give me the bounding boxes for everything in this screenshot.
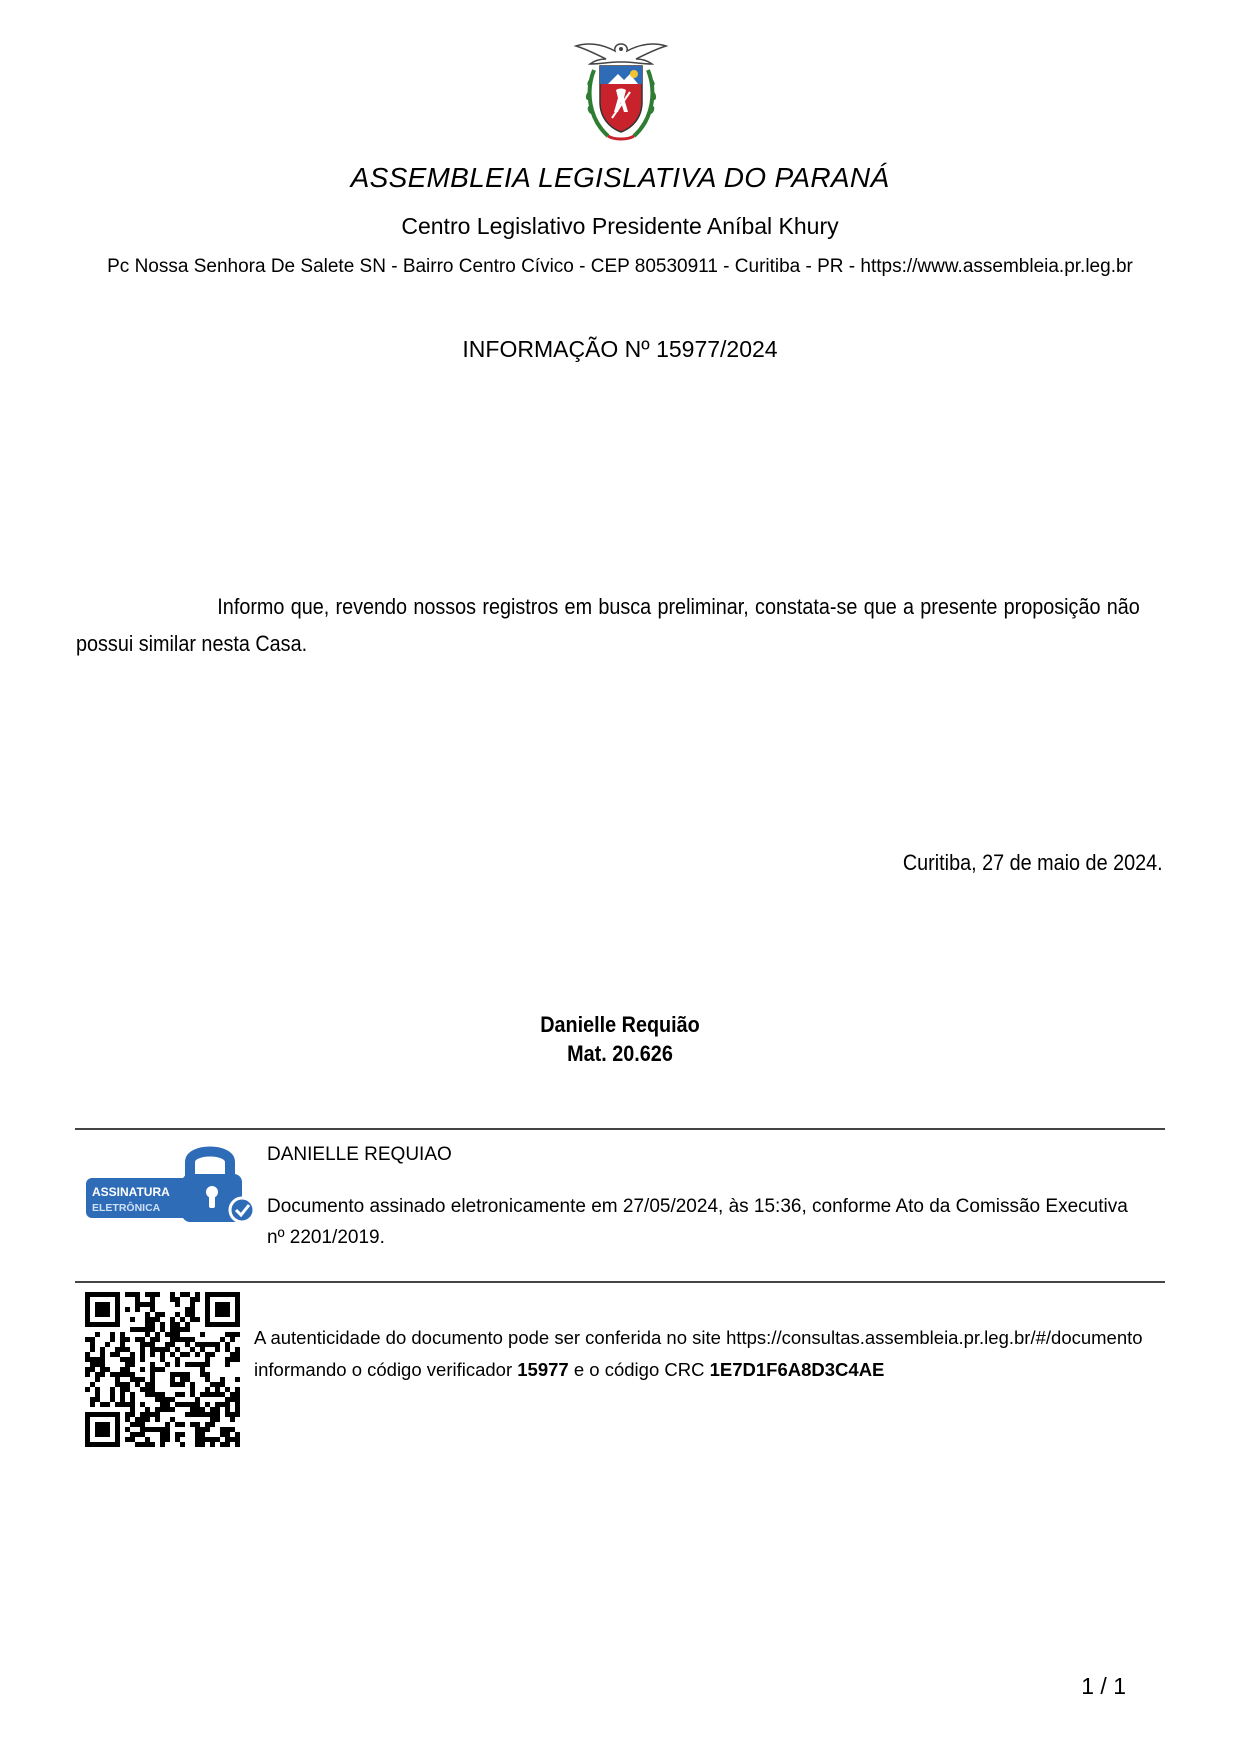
parana-coat-of-arms-icon — [572, 40, 670, 150]
authenticity-note — [254, 1322, 1154, 1386]
electronic-signature-seal-icon — [86, 1140, 256, 1224]
institution-title: ASSEMBLEIA LEGISLATIVA DO PARANÁ — [350, 162, 890, 193]
institution-subtitle: Centro Legislativo Presidente Aníbal Khury — [401, 213, 839, 239]
authenticity-text-middle: e o código CRC — [568, 1359, 710, 1380]
document-date: Curitiba, 27 de maio de 2024. — [903, 850, 1163, 875]
authenticity-text: A autenticidade do documento pode ser conferida no site https://consultas.assembleia.pr.leg.br/#/documento informando o código verificador — [254, 1327, 1143, 1380]
signer-registration: Mat. 20.626 — [567, 1041, 673, 1066]
seal-label-top: ASSINATURA — [92, 1185, 170, 1199]
institution-address: Pc Nossa Senhora De Salete SN - Bairro Centro Cívico - CEP 80530911 - Curitiba - PR - https://www.assembleia.pr.leg.br — [107, 256, 1133, 277]
signature-statement: Documento assinado eletronicamente em 27/05/2024, às 15:36, conforme Ato da Comissão Executiva nº 2201/2019. — [267, 1196, 1128, 1248]
crc-code: 1E7D1F6A8D3C4AE — [709, 1359, 885, 1380]
signature-name: DANIELLE REQUIAO — [267, 1144, 452, 1165]
signature-top-divider — [75, 1128, 1165, 1130]
page-number: 1 / 1 — [1081, 1673, 1126, 1699]
signer-name: Danielle Requião — [540, 1012, 700, 1037]
document-title: INFORMAÇÃO Nº 15977/2024 — [462, 336, 778, 362]
signer-block — [62, 1010, 1178, 1068]
document-body: Informo que, revendo nossos registros em busca preliminar, constata-se que a presente proposição não possui similar nesta Casa. — [76, 594, 1140, 656]
verification-top-divider — [75, 1281, 1165, 1283]
qr-code-icon — [85, 1292, 240, 1447]
verification-code: 15977 — [517, 1359, 569, 1380]
seal-label-bottom: ELETRÔNICA — [92, 1202, 161, 1214]
